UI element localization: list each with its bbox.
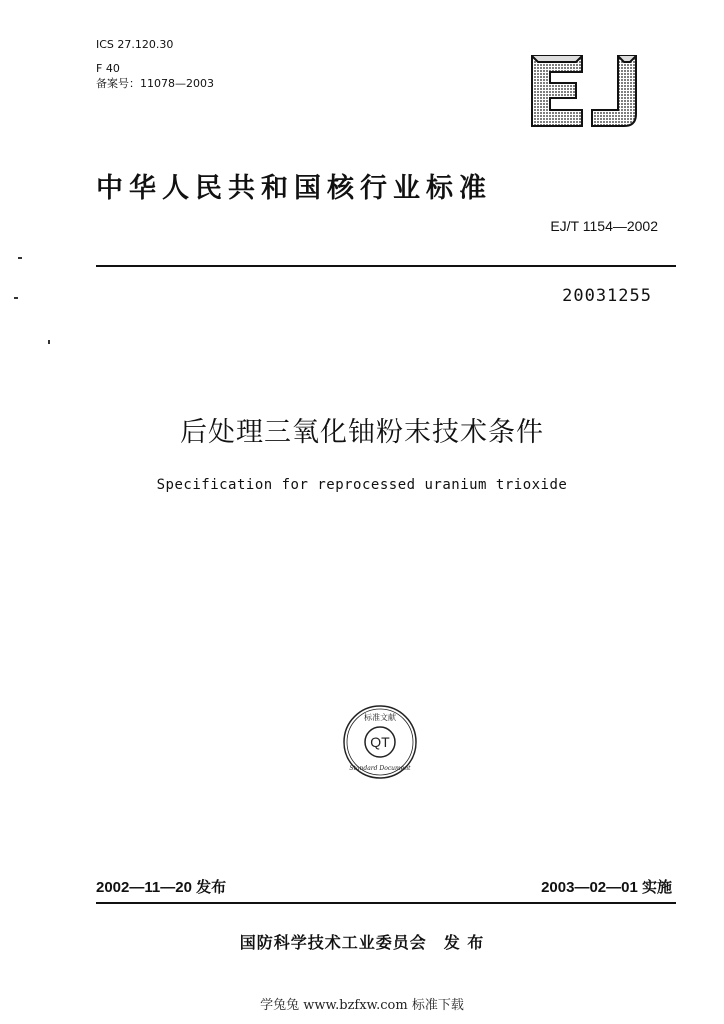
document-title-cn: 后处理三氧化铀粉末技术条件 [180, 417, 544, 448]
qt-seal [340, 702, 420, 782]
ccs-code: F 40 [96, 62, 120, 75]
ej-logo [528, 52, 642, 130]
scan-speck [18, 257, 22, 259]
document-title-en: Specification for reprocessed uranium trioxide [156, 477, 568, 493]
stamp-number: 20031255 [562, 286, 652, 306]
issue-date: 2002—11—20 发布 [96, 879, 227, 896]
seal-center-text: QT [370, 734, 390, 750]
download-footer: 学兔兔 www.bzfxw.com 标准下载 [260, 998, 464, 1013]
ics-code: ICS 27.120.30 [96, 38, 174, 51]
filing-number: 备案号：11078—2003 [96, 77, 214, 90]
publisher: 国防科学技术工业委员会 发 布 [239, 933, 485, 952]
scan-speck [14, 297, 18, 299]
standard-category-title: 中华人民共和国核行业标准 [96, 173, 492, 204]
scan-speck [48, 340, 50, 344]
footer-rule [96, 902, 676, 904]
header-rule [96, 265, 676, 267]
seal-ring-bottom: Standard Document [349, 765, 411, 772]
seal-ring-top: 标准文献 [364, 713, 396, 722]
effective-date: 2003—02—01 实施 [541, 879, 672, 896]
standard-code: EJ/T 1154—2002 [550, 218, 658, 234]
